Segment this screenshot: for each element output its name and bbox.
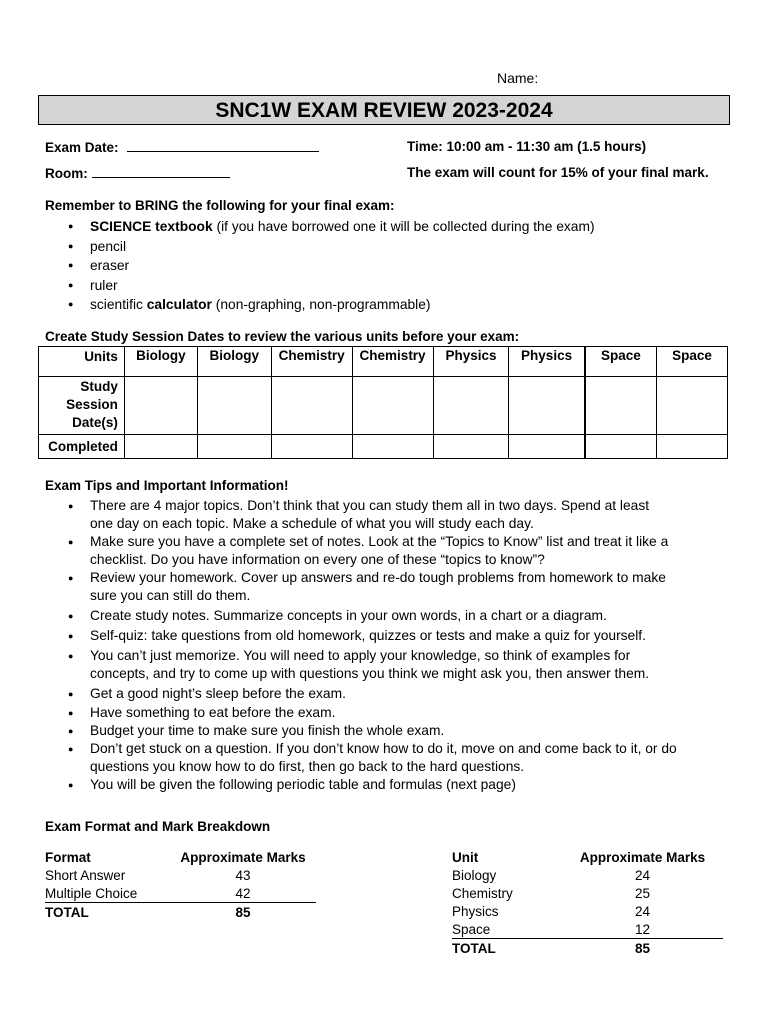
units-label: Units xyxy=(39,347,125,377)
tips-list xyxy=(45,497,755,794)
room-label: Room: xyxy=(45,166,88,181)
study-table xyxy=(38,346,728,459)
tips-heading: Exam Tips and Important Information! xyxy=(45,478,289,493)
room-field xyxy=(45,165,230,181)
list-item: ● You will be given the following periodic table and formulas (next page) xyxy=(45,776,755,794)
session-date-cell[interactable] xyxy=(271,377,352,435)
list-item: ● Self-quiz: take questions from old homework, quizzes or tests and make a quiz for yourself. xyxy=(45,627,755,645)
unit-header: Chemistry xyxy=(271,347,352,377)
bring-heading: Remember to BRING the following for your final exam: xyxy=(45,198,395,213)
completed-cell[interactable] xyxy=(657,435,728,459)
unit-header: Space xyxy=(657,347,728,377)
list-item: ● pencil xyxy=(45,237,745,257)
session-date-cell[interactable] xyxy=(585,377,657,435)
session-date-cell[interactable] xyxy=(124,377,197,435)
session-date-cell[interactable] xyxy=(352,377,433,435)
unit-header: Physics xyxy=(509,347,585,377)
list-item: ● Don’t get stuck on a question. If you don’t know how to do it, move on and come back to it, or do questions you know how to do first, then go back to the hard questions. xyxy=(45,740,755,776)
exam-date-blank xyxy=(127,139,319,152)
table-row: Physics 24 xyxy=(452,903,651,919)
study-heading: Create Study Session Dates to review the various units before your exam: xyxy=(45,329,520,344)
exam-weight: The exam will count for 15% of your final mark. xyxy=(407,165,709,180)
list-item: ● Get a good night’s sleep before the exam. xyxy=(45,685,755,703)
exam-date-label: Exam Date: xyxy=(45,140,119,155)
completed-label: Completed xyxy=(39,435,125,459)
page-title: SNC1W EXAM REVIEW 2023-2024 xyxy=(38,95,730,125)
completed-cell[interactable] xyxy=(433,435,509,459)
session-date-cell[interactable] xyxy=(197,377,271,435)
unit-table xyxy=(452,848,723,957)
list-item: ● scientific calculator (non-graphing, non-programmable) xyxy=(45,295,745,315)
format-col-header: Format xyxy=(45,849,91,865)
list-item: ● Review your homework. Cover up answers and re-do tough problems from homework to make sure you can still do them. xyxy=(45,569,755,605)
table-row: Short Answer 43 xyxy=(45,867,251,883)
room-blank xyxy=(92,165,230,178)
list-item: ● eraser xyxy=(45,256,745,276)
table-row: Space 12 xyxy=(452,921,651,937)
total-row: TOTAL 85 xyxy=(452,939,723,958)
unit-header: Physics xyxy=(433,347,509,377)
format-table xyxy=(45,848,316,921)
total-row: TOTAL 85 xyxy=(45,903,316,922)
marks-col-header: Approximate Marks xyxy=(579,849,706,865)
completed-cell[interactable] xyxy=(271,435,352,459)
exam-time: Time: 10:00 am - 11:30 am (1.5 hours) xyxy=(407,139,647,154)
list-item: ● Budget your time to make sure you finish the whole exam. xyxy=(45,722,755,740)
completed-cell[interactable] xyxy=(585,435,657,459)
name-label: Name: xyxy=(497,70,539,86)
unit-header: Biology xyxy=(124,347,197,377)
completed-cell[interactable] xyxy=(352,435,433,459)
session-date-cell[interactable] xyxy=(509,377,585,435)
table-row: Multiple Choice 42 xyxy=(45,885,251,901)
unit-header: Space xyxy=(585,347,657,377)
list-item: ● Make sure you have a complete set of notes. Look at the “Topics to Know” list and treat it like a checklist. Do you have information on every one of these “topics to know”? xyxy=(45,533,755,569)
list-item: ● Have something to eat before the exam. xyxy=(45,704,755,722)
completed-cell[interactable] xyxy=(509,435,585,459)
bring-list xyxy=(45,217,745,315)
unit-col-header: Unit xyxy=(452,849,479,865)
table-row: Chemistry 25 xyxy=(452,885,651,901)
unit-header: Chemistry xyxy=(352,347,433,377)
list-item: ● Create study notes. Summarize concepts in your own words, in a chart or a diagram. xyxy=(45,607,755,625)
completed-cell[interactable] xyxy=(197,435,271,459)
unit-header: Biology xyxy=(197,347,271,377)
session-date-cell[interactable] xyxy=(657,377,728,435)
list-item: ● ruler xyxy=(45,276,745,296)
marks-col-header: Approximate Marks xyxy=(180,849,306,865)
session-date-label: Study Session Date(s) xyxy=(39,377,125,435)
exam-date-field xyxy=(45,139,319,155)
session-date-cell[interactable] xyxy=(433,377,509,435)
list-item: ● SCIENCE textbook (if you have borrowed one it will be collected during the exam) xyxy=(45,217,745,237)
format-heading: Exam Format and Mark Breakdown xyxy=(45,819,271,834)
completed-cell[interactable] xyxy=(124,435,197,459)
table-row: Biology 24 xyxy=(452,867,651,883)
list-item: ● You can’t just memorize. You will need to apply your knowledge, so think of examples for concepts, and try to come up with questions you think we might ask you, then answer them. xyxy=(45,647,755,683)
list-item: ● There are 4 major topics. Don’t think that you can study them all in two days. Spend at least one day on each topic. Make a schedule of what you will study each day. xyxy=(45,497,755,533)
